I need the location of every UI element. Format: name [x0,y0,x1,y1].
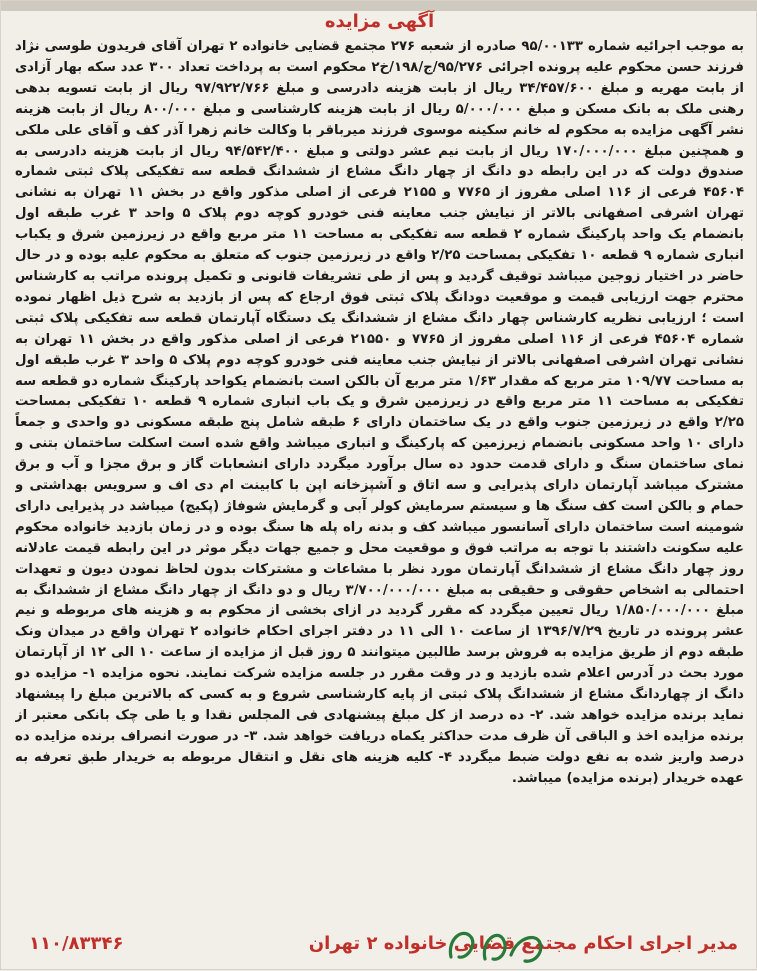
notice-title: آگهی مزایده [324,11,435,32]
issuing-official: مدیر اجرای احکام مجتمع قضایی خانواده ۲ تهران [308,933,738,954]
notice-footer [1,919,757,971]
notice-body: به موجب اجرائیه شماره ۹۵/۰۰۱۳۳ صادره از شعبه ۲۷۶ مجتمع قضایی خانواده ۲ تهران آقای فریدون طوسی نژاد فرزند حسن محکوم علیه پرونده اجرائی ۹۵/۲۷۶/ج/۱۹۸/خ۲ محکوم است به پرداخت تعداد ۳۰۰ عدد سکه بهار آزادی از بابت مهریه و مبلغ ۳۴/۴۵۷/۶۰۰ ریال از بابت هزینه دادرسی و مبلغ ۹۷/۹۲۲/۷۶۶ ریال از بابت تسویه بدهی رهنی ملک به بانک مسکن و مبلغ ۵/۰۰۰/۰۰۰ ریال از بابت هزینه کارشناسی و مبلغ ۸۰۰/۰۰۰ ریال از بابت هزینه نشر آگهی مزایده به محکوم له خانم سکینه موسوی فرزند میرباقر با وکالت خانم زهرا آذر کف و آقای علی ملکی و همچنین مبلغ ۱۷۰/۰۰۰/۰۰۰ ریال از بابت نیم عشر دولتی و مبلغ ۹۴/۵۴۲/۴۰۰ ریال از بابت هزینه دادرسی به صندوق دولت که در این رابطه دو دانگ از چهار دانگ مشاع از ششدانگ قطعه سه تفکیکی پلاک ثبتی شماره ۴۵۶۰۴ فرعی از ۱۱۶ اصلی مفروز از ۷۷۶۵ و ۲۱۵۵ فرعی از اصلی مذکور واقع در بخش ۱۱ تهران به نشانی تهران اشرفی اصفهانی بالاتر از نیایش جنب معاینه فنی خودرو کوچه دوم پلاک ۵ واحد ۳ غرب طبقه اول بانضمام یک واحد پارکینگ شماره ۲ قطعه سه تفکیکی به مساحت ۱۱ متر مربع واقع در زیرزمین شرق و یکباب انباری شماره ۹ قطعه ۱۰ تفکیکی بمساحت ۲/۲۵ واقع در زیرزمین جنوب که متعلق به محکوم علیه بوده و در حال حاضر در اختیار زوجین میباشد توقیف گردید و پس از طی تشریفات قانونی و تکمیل پرونده مراتب به کارشناس محترم جهت ارزیابی قیمت و موقعیت دودانگ پلاک ثبتی فوق ارجاع که پس از بازدید به شرح ذیل اظهار نموده است ؛ ارزیابی نظریه کارشناس چهار دانگ مشاع از ششدانگ یک دستگاه آپارتمان قطعه سه تفکیکی پلاک ثبتی شماره ۴۵۶۰۴ فرعی از ۱۱۶ اصلی مفروز از ۷۷۶۵ و ۲۱۵۵۰ فرعی از اصلی مذکور واقع در بخش ۱۱ تهران به نشانی تهران اشرفی اصفهانی بالاتر از نیایش جنب معاینه فنی خودرو کوچه دوم پلاک ۵ واحد ۳ غرب طبقه اول به مساحت ۱۰۹/۷۷ متر مربع که مقدار ۱/۶۳ متر مربع آن بالکن است بانضمام یکواحد پارکینگ شماره دو قطعه سه تفکیکی به مساحت ۱۱ متر مربع واقع در زیرزمین شرق و یک باب انباری شماره ۹ قطعه ۱۰ تفکیکی بمساحت ۲/۲۵ واقع در زیرزمین جنوب واقع در یک ساختمان دارای ۶ طبقه شامل پنج طبقه مسکونی دو واحدی و جمعاً دارای ۱۰ واحد مسکونی بانضمام زیرزمین که پارکینگ و انباری میباشد واقع شده است اسکلت ساختمان بتنی و نمای ساختمان سنگ و دارای قدمت حدود ده سال برآورد میگردد دارای انشعابات گاز و برق مجزا و آب و برق مشترک میباشد آپارتمان دارای پذیرایی و سه اتاق و آشپزخانه اپن با کابینت ام دی اف و سرویس بهداشتی و حمام و بالکن است کف سنگ ها و سیستم سرمایش کولر آبی و گرمایش شوفاژ (پکیج) میباشد در پذیرایی دارای شومینه است ساختمان دارای آسانسور میباشد کف و بدنه راه پله ها سنگ بوده و در زمان بازدید خانواده محکوم علیه سکونت داشتند با توجه به مراتب فوق و موقعیت محل و جمیع جهات دیگر موثر در این رابطه قیمت عادلانه روز چهار دانگ مشاع از ششدانگ آپارتمان مورد نظر با مشاعات و مشترکات بدون لحاظ نمودن دیون و تعهدات احتمالی به اشخاص حقوقی و حقیقی به مبلغ ۳/۷۰۰/۰۰۰/۰۰۰ ریال و دو دانگ از چهار دانگ مشاع از ششدانگ به مبلغ ۱/۸۵۰/۰۰۰/۰۰۰ ریال تعیین میگردد که مقرر گردید در ازای بخشی از محکوم به و هزینه های مربوطه و نیم عشر پرونده در تاریخ ۱۳۹۶/۷/۲۹ از ساعت ۱۰ الی ۱۱ در دفتر اجرای احکام خانواده ۲ تهران واقع در میدان ونک طبقه دوم از طریق مزایده به فروش برسد طالبین میتوانند ۵ روز قبل از مزایده از ساعت ۱۰ الی ۱۲ از آپارتمان مورد بحث در آدرس اعلام شده بازدید و در وقت مقرر در جلسه مزایده شرکت نمایند. نحوه مزایده ۱- مزایده دو دانگ از چهاردانگ مشاع از ششدانگ پلاک ثبتی از پایه کارشناسی شروع و به کسی که بالاترین مبلغ را پیشنهاد نماید برنده مزایده خواهد شد. ۲- ده درصد از کل مبلغ پیشنهادی فی المجلس نقدا و یا طی چک بانکی معتبر از برنده مزایده اخذ و الباقی آن ظرف مدت حداکثر یکماه دریافت خواهد شد. ۳- در صورت انصراف برنده مزایده ده درصد واریز شده به نفع دولت ضبط میگردد ۴- کلیه هزینه های نقل و انتقال مربوطه به خریدار طبق تعرفه به عهده خریدار (برنده مزایده) میباشد. [15,39,744,786]
torn-edge-strip [1,1,757,11]
handwritten-signature [441,919,561,969]
reference-number: ۱۱۰/۸۳۳۴۶ [29,933,124,954]
